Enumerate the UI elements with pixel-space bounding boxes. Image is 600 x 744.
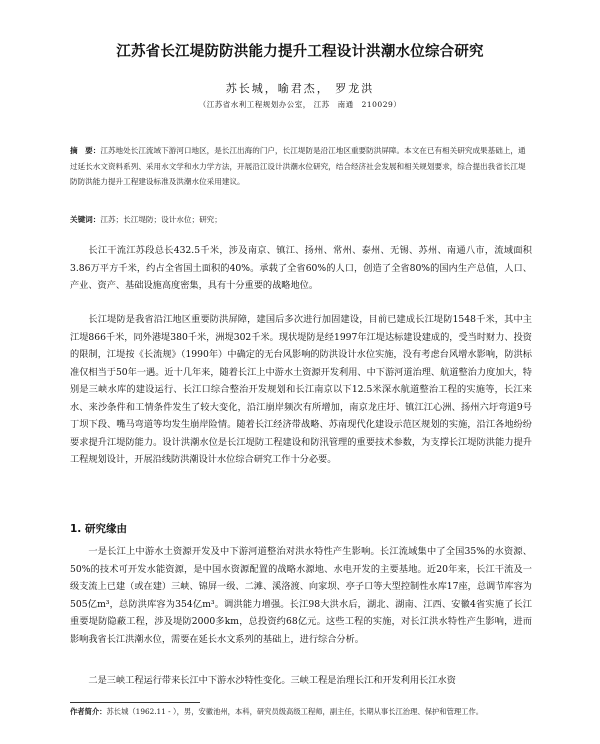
abstract <box>70 143 530 190</box>
abstract-text: 江苏地处长江流域下游河口地区，是长江出海的门户，长江堤防是沿江地区重要防洪屏障。本文在已有相关研究成果基础上，通过延长水文资料系列、采用水文学和水力学方法，开展沿江设计洪潮水位研究，结合经济社会发展和相关规划要求，综合提出我省长江堤防防洪能力提升工程建设标准及洪潮水位采用建议。 <box>70 146 526 186</box>
footnote-text: 苏长城（1962.11 - ），男，安徽池州，本科，研究员级高级工程师，副主任，长期从事长江治理、保护和管理工作。 <box>106 707 484 716</box>
paragraph-text: 二是三峡工程运行带来长江中下游水沙特性变化。三峡工程是治理长江和开发利用长江水资 <box>88 675 456 686</box>
footnote-divider <box>70 702 200 703</box>
paragraph-text: 长江堤防是我省沿江地区重要防洪屏障，建国后多次进行加固建设，目前已建成长江堤防1548千米，其中主江堤866千米，同外港堤380千米，洲堤302千米。现状堤防是经1997年江堤达标建设建成的，受当时财力、投资的限制，江堤按《长流规》（1990年）中确定的无台风影响的防洪设计水位实施，没有考虑台风增水影响，防洪标准仅相当于50年一遇。近十几年来，随着长江上中游水土资源开发利用、中下游河道治理、航道整治力度加大，特别是三峡水库的建设运行、长江口综合整治开发规划和长江南京以下12.5米深水航道整治工程的实施等，长江来水、来沙条件和工情条件发生了较大变化，沿江崩岸频次有所增加，南京龙庄圩、镇江江心洲、扬州六圩弯道9号丁坝下段、嘴马弯道等均发生崩岸险情。随着长江经济带战略、苏南现代化建设示范区规划的实施，沿江各地纷纷要求提升江堤防能力。设计洪潮水位是长江堤防工程建设和防汛管理的重要技术参数，为支撑长江堤防洪能力提升工程规划设计，开展沿线防洪潮设计水位综合研究工作十分必要。 <box>70 314 532 465</box>
body-paragraph-4 <box>70 672 532 690</box>
keywords-text: 江苏；长江堤防；设计水位；研究； <box>100 215 222 224</box>
keywords <box>70 214 530 225</box>
body-paragraph-1 <box>70 242 532 295</box>
author-list: 苏长城，喻君杰， 罗龙洪 <box>225 82 375 95</box>
paragraph-text: 一是长江上中游水土资源开发及中下游河道整治对洪水特性产生影响。长江流域集中了全国35%的水资源、50%的技术可开发水能资源，是中国水资源配置的战略水源地、水电开发的主要基地。近20年来，长江干流及一级支流上已建（或在建）三峡、锦屏一级、二滩、溪洛渡、向家坝、亭子口等大型控制性水库17座，总调节库容为505亿m³，总防洪库容为354亿m³。调洪能力增强。长江98大洪水后，湖北、湖南、江西、安徽4省实施了长江重要堤防隐蔽工程，涉及堤防2000多km，总投资约68亿元。这些工程的实施，对长江洪水特性产生影响，进而影响我省长江洪潮水位，需要在延长水文系列的基础上，进行综合分析。 <box>70 546 532 645</box>
body-paragraph-2 <box>70 311 532 469</box>
abstract-label: 摘 要： <box>70 146 101 155</box>
body-paragraph-3 <box>70 543 532 648</box>
section-heading: 1. 研究缘由 <box>70 523 127 535</box>
affiliation: （江苏省水利工程规划办公室， 江苏 南通 210029） <box>198 100 402 109</box>
paragraph-text: 长江干流江苏段总长432.5千米，涉及南京、镇江、扬州、常州、泰州、无锡、苏州、南通八市，流域面积3.86万平方千米，约占全省国土面积的40%。承载了全省60%的人口，创造了全省80%的国内生产总值，人口、产业、资产、基础设施高度密集，具有十分重要的战略地位。 <box>70 245 532 291</box>
keywords-label: 关键词： <box>70 215 101 224</box>
footnote-label: 作者简介： <box>70 707 107 716</box>
footnote <box>70 705 532 718</box>
paper-title: 江苏省长江堤防防洪能力提升工程设计洪潮水位综合研究 <box>116 44 484 60</box>
